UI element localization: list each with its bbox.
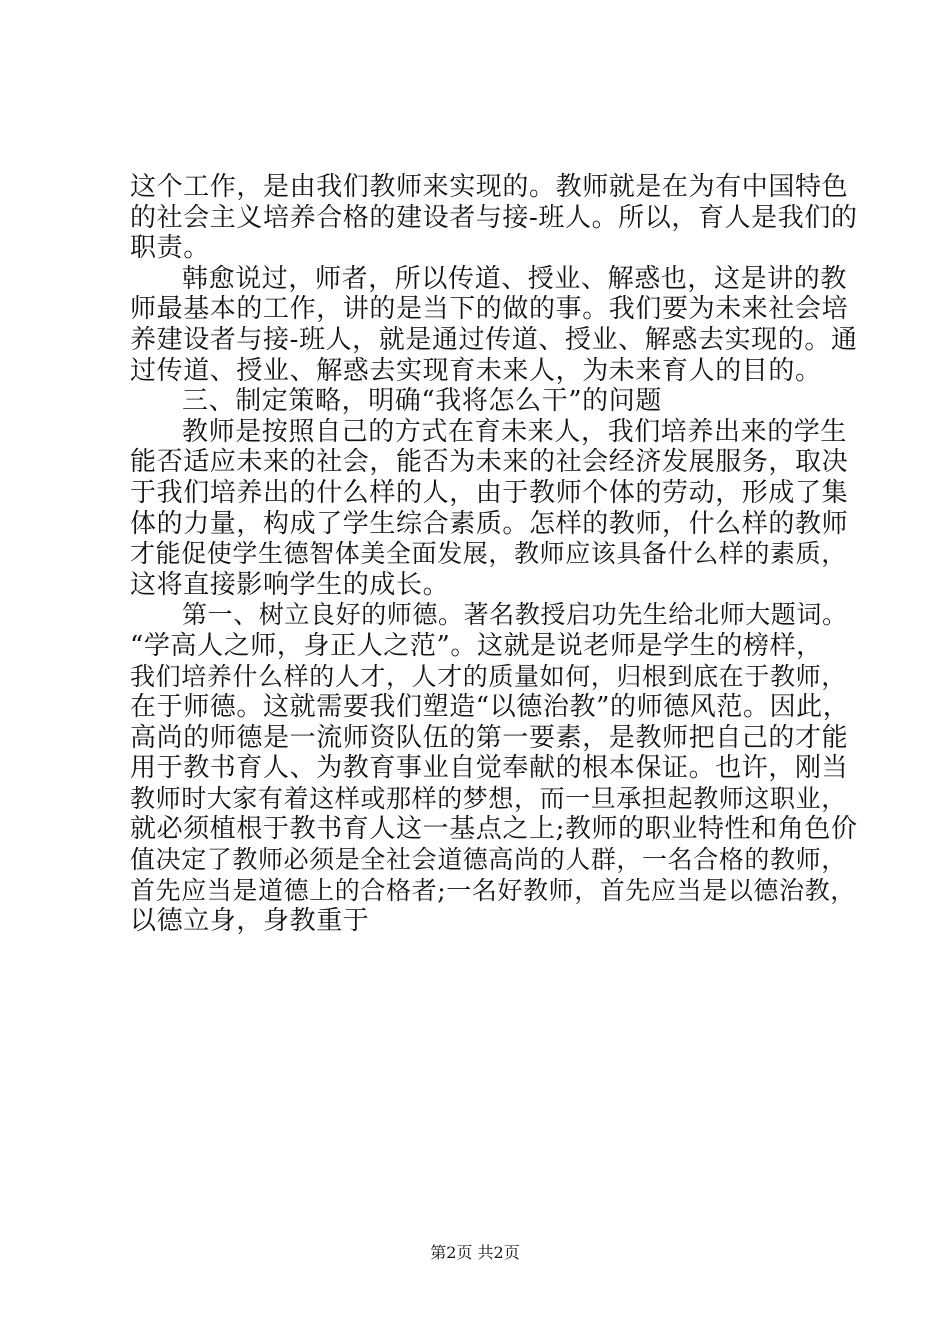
text-line: 体的力量，构成了学生综合素质。怎样的教师，什么样的教师 bbox=[130, 508, 849, 539]
text-line: 于我们培养出的什么样的人，由于教师个体的劳动，形成了集 bbox=[130, 477, 849, 508]
text-line: 就必须植根于教书育人这一基点之上;教师的职业特性和角色价 bbox=[130, 814, 858, 845]
text-line: 值决定了教师必须是全社会道德高尚的人群，一名合格的教师， bbox=[130, 845, 847, 875]
text-line: “学高人之师，身正人之范”。这就是说老师是学生的榜样， bbox=[130, 630, 823, 661]
page-number-footer: 第2页 共2页 bbox=[430, 1243, 520, 1262]
text-line: 教师时大家有着这样或那样的梦想，而一旦承担起教师这职业， bbox=[130, 783, 847, 813]
document-body bbox=[130, 172, 860, 937]
paragraph-start-line: 第一、树立良好的师德。著名教授启功先生给北师大题词。 bbox=[182, 600, 848, 630]
text-line: 职责。 bbox=[130, 233, 210, 264]
text-line: 高尚的师德是一流师资队伍的第一要素，是教师把自己的才能 bbox=[130, 722, 849, 753]
text-line: 过传道、授业、解惑去实现育未来人，为未来育人的目的。 bbox=[130, 355, 822, 386]
paragraph-start-line: 教师是按照自己的方式在育未来人，我们培养出来的学生 bbox=[182, 416, 848, 447]
paragraph-start-line: 韩愈说过，师者，所以传道、授业、解惑也，这是讲的教 bbox=[182, 263, 848, 294]
text-line: 才能促使学生德智体美全面发展，教师应该具备什么样的素质， bbox=[130, 539, 847, 569]
text-line: 这将直接影响学生的成长。 bbox=[130, 569, 450, 600]
text-line: 能否适应未来的社会，能否为未来的社会经济发展服务，取决 bbox=[130, 447, 849, 478]
text-line: 在于师德。这就需要我们塑造“以德治教”的师德风范。因此， bbox=[130, 692, 850, 723]
text-line: 以德立身，身教重于 bbox=[130, 906, 370, 937]
text-line: 的社会主义培养合格的建设者与接-班人。所以，育人是我们的 bbox=[130, 202, 858, 233]
text-line: 这个工作，是由我们教师来实现的。教师就是在为有中国特色 bbox=[130, 172, 849, 202]
section-heading: 三、制定策略，明确“我将怎么干”的问题 bbox=[182, 386, 662, 417]
text-line: 首先应当是道德上的合格者;一名好教师，首先应当是以德治教， bbox=[130, 875, 856, 905]
text-line: 我们培养什么样的人才，人才的质量如何，归根到底在于教师， bbox=[130, 661, 847, 691]
text-line: 用于教书育人、为教育事业自觉奉献的根本保证。也许，刚当 bbox=[130, 753, 849, 784]
text-line: 师最基本的工作，讲的是当下的做的事。我们要为未来社会培 bbox=[130, 294, 849, 325]
text-line: 养建设者与接-班人，就是通过传道、授业、解惑去实现的。通 bbox=[130, 324, 858, 355]
